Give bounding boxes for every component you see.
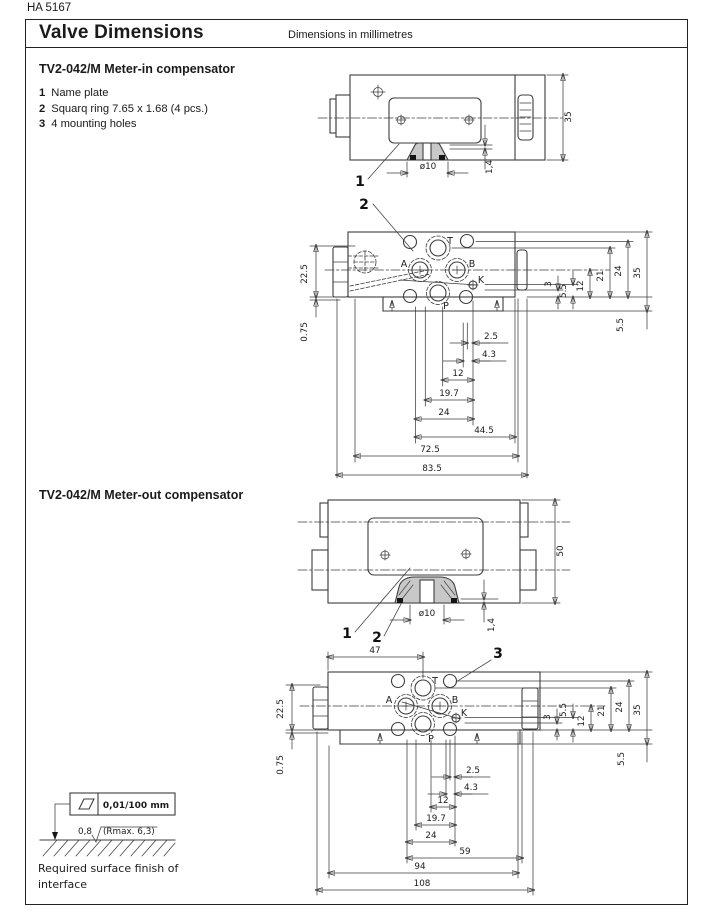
port-label-K: K: [460, 708, 468, 719]
dim-35: 35: [633, 704, 643, 716]
legend-item: [39, 102, 208, 118]
chain-12: 12: [437, 796, 449, 806]
page-title: Valve Dimensions: [39, 22, 204, 43]
port-label-P: P: [428, 734, 434, 745]
surface-finish-caption-1: Required surface finish of: [38, 862, 179, 875]
port-label-A: A: [400, 259, 408, 270]
dim-12: 12: [577, 715, 587, 727]
roughness-max: (Rmax. 6,3): [103, 827, 155, 837]
meter-out-side-view: [298, 500, 570, 646]
port-K: [468, 275, 485, 290]
callout-2: 2: [372, 630, 382, 646]
chain-72-5: 72.5: [420, 445, 440, 455]
meter-out-left-dims: [276, 685, 328, 775]
port-label-B: B: [451, 695, 459, 706]
dim-seal-diameter: ø10: [418, 609, 436, 619]
plate-screw: [461, 549, 471, 559]
chain-2-5: 2.5: [484, 332, 498, 342]
plate-screw: [380, 550, 390, 560]
hex-end-cap: [333, 247, 348, 297]
chain-94: 94: [414, 862, 426, 872]
legend-item: [39, 117, 208, 133]
port-label-T: T: [432, 676, 438, 687]
roughness-value: 0,8: [78, 827, 92, 837]
dim-21: 21: [597, 705, 607, 717]
meter-in-port-view: [325, 232, 610, 312]
meter-out-top-dims: [328, 646, 503, 682]
chain-59: 59: [459, 847, 471, 857]
legend-text: Name plate: [51, 87, 109, 99]
mounting-holes: [404, 235, 474, 304]
mounting-hole-mark: [371, 85, 385, 99]
leader-line: [55, 804, 70, 834]
port-label-P: P: [443, 301, 449, 312]
name-plate: [389, 98, 481, 143]
meter-out-drawing: [270, 488, 670, 905]
chain-4-3: 4.3: [482, 350, 496, 360]
chain-19-7: 19.7: [426, 814, 446, 824]
document-number: HA 5167: [27, 2, 72, 14]
mounting-holes: [392, 675, 457, 736]
dim-0-75: 0.75: [276, 755, 286, 775]
dim-21: 21: [596, 270, 606, 282]
dim-5-5: 5.5: [559, 284, 569, 298]
dim-5-5: 5.5: [559, 703, 569, 717]
dim-24: 24: [615, 701, 625, 713]
meter-in-left-dims: [300, 246, 355, 342]
plate-screw: [464, 115, 474, 125]
dim-seal-height: 1,4: [485, 160, 495, 174]
dim-5-5-bracket: 5.5: [616, 318, 626, 332]
callout-3: 3: [493, 646, 503, 662]
dim-height-50: 50: [556, 545, 566, 557]
title-bar: [26, 20, 687, 48]
dim-seal-height: 1,4: [487, 618, 497, 632]
leader-arrow: [52, 832, 58, 840]
dim-5-5-bracket: 5.5: [617, 752, 627, 766]
name-plate: [368, 518, 483, 575]
surface-finish-spec: [35, 780, 245, 898]
hex-end-cap-left: [313, 687, 328, 729]
port-T: [426, 236, 453, 260]
dim-12: 12: [576, 280, 586, 292]
ground-hatching: [40, 840, 175, 856]
callout-2: 2: [359, 197, 369, 213]
dim-3: 3: [544, 281, 554, 287]
dim-22-5: 22.5: [276, 699, 286, 719]
chain-24: 24: [438, 408, 450, 418]
legend-num: 1: [39, 87, 46, 99]
meter-in-chain-dims: [337, 299, 527, 478]
section-title-meter-in: TV2-042/M Meter-in compensator: [39, 62, 235, 76]
port-label-K: K: [477, 275, 485, 286]
dim-22-5: 22.5: [300, 264, 310, 284]
chain-24: 24: [425, 831, 437, 841]
legend-text: 4 mounting holes: [51, 118, 137, 130]
legend: [39, 86, 208, 133]
dim-height-35: 35: [564, 111, 574, 123]
flatness-icon: [79, 799, 94, 809]
meter-in-side-view: [318, 75, 565, 160]
surface-finish-caption-2: interface: [38, 878, 88, 891]
end-plug: [518, 95, 533, 140]
meter-in-drawing: [280, 55, 675, 480]
flatness-value: 0,01/100 mm: [102, 801, 170, 811]
flatness-tolerance-box: [70, 793, 175, 815]
dim-35: 35: [633, 267, 643, 279]
chain-19-7: 19.7: [439, 389, 459, 399]
chain-12: 12: [452, 369, 464, 379]
dim-seal-diameter: ø10: [419, 162, 437, 172]
port-label-B: B: [468, 259, 476, 270]
legend-num: 3: [39, 118, 46, 130]
units-note: Dimensions in millimetres: [288, 29, 413, 41]
chain-108: 108: [413, 879, 431, 889]
port-label-A: A: [385, 695, 393, 706]
chain-83-5: 83.5: [422, 464, 442, 474]
dim-47: 47: [369, 646, 381, 656]
seal-ring-boss: [407, 143, 448, 160]
seal-ring-boss: [395, 577, 459, 603]
section-title-meter-out: TV2-042/M Meter-out compensator: [39, 488, 244, 502]
meter-out-chain-dims: [317, 732, 533, 895]
plate-screw: [396, 115, 406, 125]
legend-text: Squarq ring 7.65 x 1.68 (4 pcs.): [51, 102, 208, 115]
callout-1: 1: [342, 626, 352, 642]
chain-4-3: 4.3: [464, 783, 478, 793]
legend-item: [39, 86, 208, 102]
dim-3: 3: [543, 714, 553, 720]
chain-44-5: 44.5: [474, 426, 494, 436]
chain-2-5: 2.5: [466, 766, 480, 776]
port-label-T: T: [447, 236, 453, 247]
dim-24: 24: [614, 265, 624, 277]
legend-num: 2: [39, 102, 46, 115]
meter-out-right-dims: [435, 672, 652, 766]
dim-0-75: 0.75: [300, 322, 310, 342]
port-K: [451, 708, 468, 723]
callout-1: 1: [355, 174, 365, 190]
